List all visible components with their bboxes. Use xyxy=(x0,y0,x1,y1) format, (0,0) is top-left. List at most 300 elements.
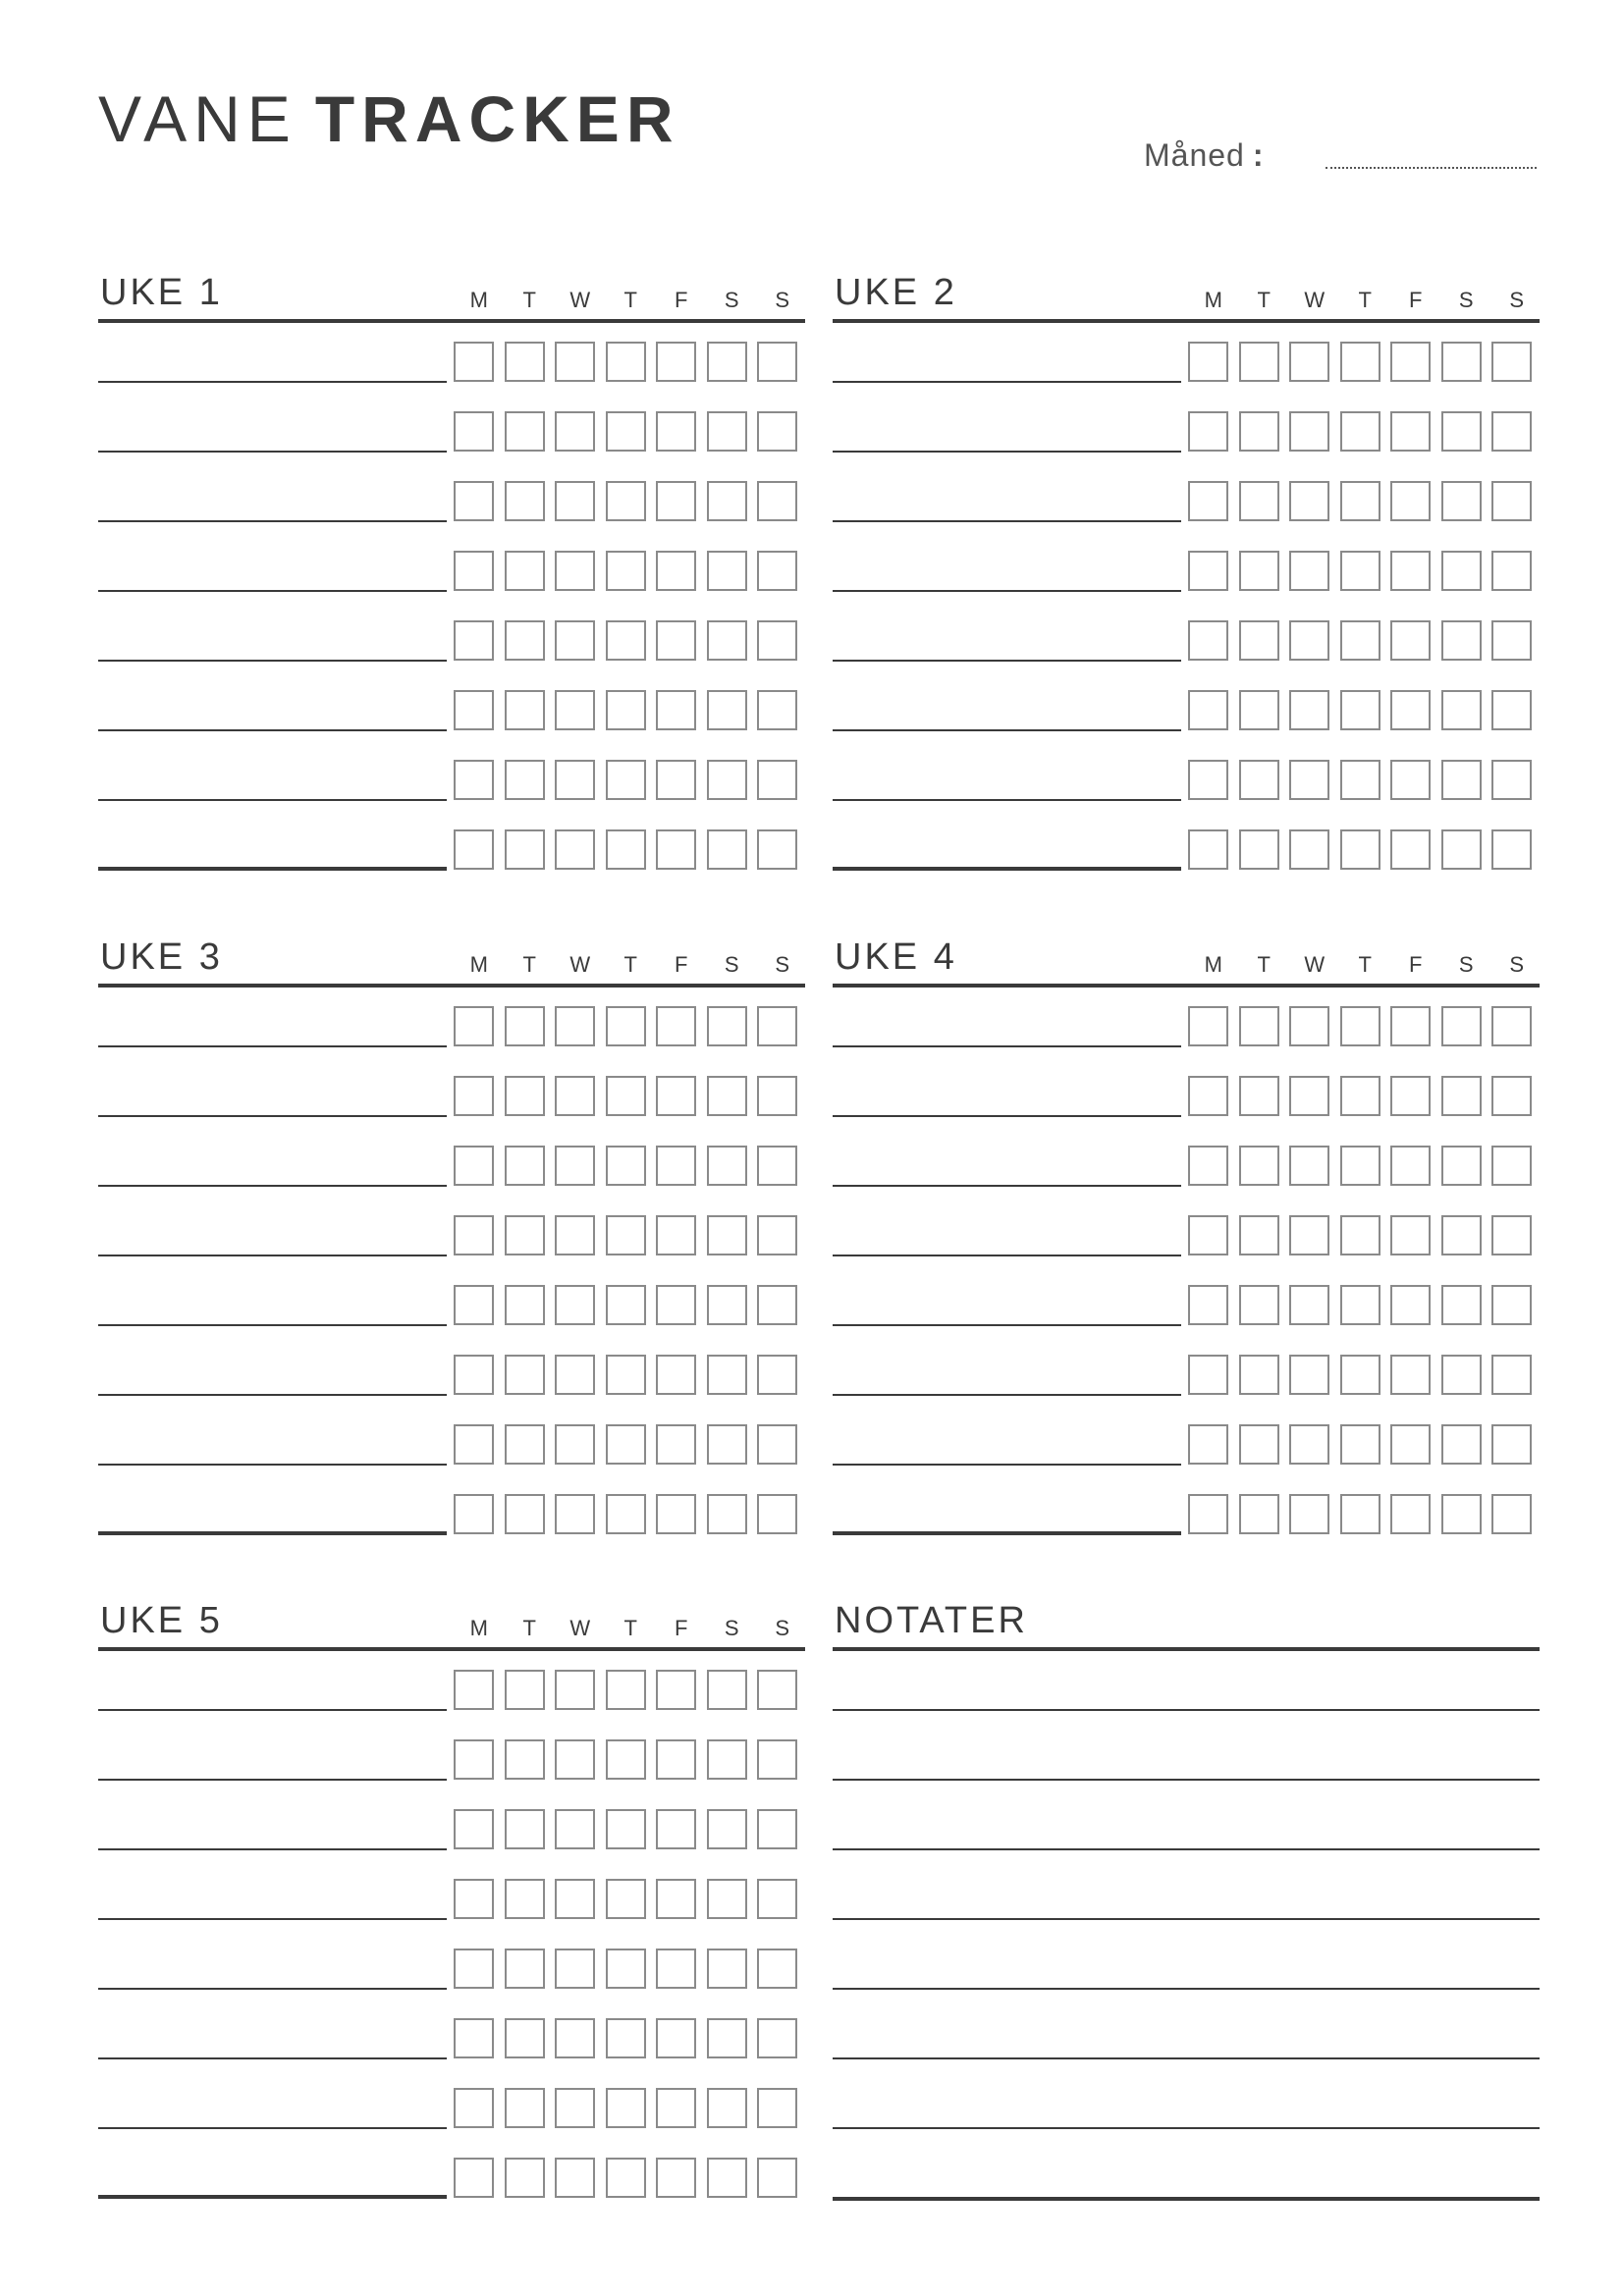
day-checkbox[interactable] xyxy=(555,620,595,661)
day-checkbox[interactable] xyxy=(656,481,696,521)
day-checkbox[interactable] xyxy=(454,1494,494,1534)
day-checkbox[interactable] xyxy=(707,760,747,800)
day-checkbox[interactable] xyxy=(656,551,696,591)
day-checkbox[interactable] xyxy=(757,2088,797,2128)
day-checkbox[interactable] xyxy=(1441,1494,1482,1534)
habit-name-line[interactable] xyxy=(98,1531,447,1535)
day-checkbox[interactable] xyxy=(757,1285,797,1325)
day-checkbox[interactable] xyxy=(1188,1424,1228,1465)
day-checkbox[interactable] xyxy=(656,1670,696,1710)
day-checkbox[interactable] xyxy=(606,620,646,661)
habit-name-line[interactable] xyxy=(833,660,1181,662)
day-checkbox[interactable] xyxy=(1441,481,1482,521)
day-checkbox[interactable] xyxy=(1441,1355,1482,1395)
day-checkbox[interactable] xyxy=(707,1424,747,1465)
day-checkbox[interactable] xyxy=(505,2158,545,2198)
day-checkbox[interactable] xyxy=(1239,551,1279,591)
day-checkbox[interactable] xyxy=(1390,1146,1431,1186)
day-checkbox[interactable] xyxy=(606,1949,646,1989)
day-checkbox[interactable] xyxy=(505,829,545,870)
day-checkbox[interactable] xyxy=(1491,481,1532,521)
day-checkbox[interactable] xyxy=(1239,411,1279,452)
habit-name-line[interactable] xyxy=(833,1464,1181,1466)
day-checkbox[interactable] xyxy=(1390,1355,1431,1395)
day-checkbox[interactable] xyxy=(1239,690,1279,730)
day-checkbox[interactable] xyxy=(1390,342,1431,382)
day-checkbox[interactable] xyxy=(656,342,696,382)
day-checkbox[interactable] xyxy=(656,690,696,730)
day-checkbox[interactable] xyxy=(454,1424,494,1465)
day-checkbox[interactable] xyxy=(454,481,494,521)
day-checkbox[interactable] xyxy=(1289,1424,1329,1465)
day-checkbox[interactable] xyxy=(606,1215,646,1255)
day-checkbox[interactable] xyxy=(1289,1285,1329,1325)
day-checkbox[interactable] xyxy=(454,829,494,870)
day-checkbox[interactable] xyxy=(555,481,595,521)
day-checkbox[interactable] xyxy=(757,1494,797,1534)
day-checkbox[interactable] xyxy=(505,1146,545,1186)
habit-name-line[interactable] xyxy=(98,381,447,383)
day-checkbox[interactable] xyxy=(757,1879,797,1919)
day-checkbox[interactable] xyxy=(707,1949,747,1989)
day-checkbox[interactable] xyxy=(555,1006,595,1046)
day-checkbox[interactable] xyxy=(606,829,646,870)
day-checkbox[interactable] xyxy=(757,551,797,591)
day-checkbox[interactable] xyxy=(1340,760,1380,800)
day-checkbox[interactable] xyxy=(707,1494,747,1534)
day-checkbox[interactable] xyxy=(505,342,545,382)
note-line[interactable] xyxy=(833,1779,1540,1781)
day-checkbox[interactable] xyxy=(656,1879,696,1919)
day-checkbox[interactable] xyxy=(1289,342,1329,382)
day-checkbox[interactable] xyxy=(505,1355,545,1395)
day-checkbox[interactable] xyxy=(1491,1424,1532,1465)
day-checkbox[interactable] xyxy=(1390,1006,1431,1046)
day-checkbox[interactable] xyxy=(555,690,595,730)
day-checkbox[interactable] xyxy=(1239,1355,1279,1395)
day-checkbox[interactable] xyxy=(1441,342,1482,382)
day-checkbox[interactable] xyxy=(606,690,646,730)
day-checkbox[interactable] xyxy=(1188,411,1228,452)
day-checkbox[interactable] xyxy=(454,1355,494,1395)
day-checkbox[interactable] xyxy=(1289,1006,1329,1046)
day-checkbox[interactable] xyxy=(757,1146,797,1186)
note-line[interactable] xyxy=(833,1918,1540,1920)
day-checkbox[interactable] xyxy=(1491,551,1532,591)
day-checkbox[interactable] xyxy=(454,2158,494,2198)
day-checkbox[interactable] xyxy=(1239,1494,1279,1534)
day-checkbox[interactable] xyxy=(1340,342,1380,382)
day-checkbox[interactable] xyxy=(656,829,696,870)
day-checkbox[interactable] xyxy=(606,551,646,591)
day-checkbox[interactable] xyxy=(454,342,494,382)
day-checkbox[interactable] xyxy=(454,1076,494,1116)
day-checkbox[interactable] xyxy=(1441,1285,1482,1325)
note-line[interactable] xyxy=(833,2127,1540,2129)
day-checkbox[interactable] xyxy=(555,551,595,591)
day-checkbox[interactable] xyxy=(707,829,747,870)
day-checkbox[interactable] xyxy=(707,1215,747,1255)
day-checkbox[interactable] xyxy=(757,690,797,730)
day-checkbox[interactable] xyxy=(1441,829,1482,870)
day-checkbox[interactable] xyxy=(606,1146,646,1186)
day-checkbox[interactable] xyxy=(1390,1424,1431,1465)
day-checkbox[interactable] xyxy=(606,1670,646,1710)
day-checkbox[interactable] xyxy=(757,620,797,661)
day-checkbox[interactable] xyxy=(555,829,595,870)
day-checkbox[interactable] xyxy=(606,2088,646,2128)
day-checkbox[interactable] xyxy=(656,2088,696,2128)
day-checkbox[interactable] xyxy=(707,1146,747,1186)
day-checkbox[interactable] xyxy=(1289,760,1329,800)
day-checkbox[interactable] xyxy=(454,2088,494,2128)
day-checkbox[interactable] xyxy=(1340,1424,1380,1465)
day-checkbox[interactable] xyxy=(1289,620,1329,661)
day-checkbox[interactable] xyxy=(707,1355,747,1395)
day-checkbox[interactable] xyxy=(1289,551,1329,591)
day-checkbox[interactable] xyxy=(454,2018,494,2058)
day-checkbox[interactable] xyxy=(1188,1215,1228,1255)
day-checkbox[interactable] xyxy=(555,1146,595,1186)
day-checkbox[interactable] xyxy=(555,1355,595,1395)
day-checkbox[interactable] xyxy=(707,1739,747,1780)
day-checkbox[interactable] xyxy=(1188,760,1228,800)
day-checkbox[interactable] xyxy=(656,1424,696,1465)
day-checkbox[interactable] xyxy=(656,1494,696,1534)
day-checkbox[interactable] xyxy=(656,1006,696,1046)
habit-name-line[interactable] xyxy=(833,729,1181,731)
day-checkbox[interactable] xyxy=(1390,1076,1431,1116)
day-checkbox[interactable] xyxy=(1340,1076,1380,1116)
habit-name-line[interactable] xyxy=(833,451,1181,453)
day-checkbox[interactable] xyxy=(1239,1215,1279,1255)
day-checkbox[interactable] xyxy=(555,1285,595,1325)
day-checkbox[interactable] xyxy=(757,2158,797,2198)
day-checkbox[interactable] xyxy=(555,2018,595,2058)
habit-name-line[interactable] xyxy=(98,1918,447,1920)
day-checkbox[interactable] xyxy=(555,1809,595,1849)
day-checkbox[interactable] xyxy=(656,2018,696,2058)
habit-name-line[interactable] xyxy=(98,2127,447,2129)
day-checkbox[interactable] xyxy=(1491,690,1532,730)
day-checkbox[interactable] xyxy=(1441,690,1482,730)
day-checkbox[interactable] xyxy=(707,2018,747,2058)
day-checkbox[interactable] xyxy=(707,342,747,382)
day-checkbox[interactable] xyxy=(505,1949,545,1989)
day-checkbox[interactable] xyxy=(656,1809,696,1849)
day-checkbox[interactable] xyxy=(505,1879,545,1919)
day-checkbox[interactable] xyxy=(757,1670,797,1710)
day-checkbox[interactable] xyxy=(606,1879,646,1919)
day-checkbox[interactable] xyxy=(555,411,595,452)
habit-name-line[interactable] xyxy=(833,1531,1181,1535)
habit-name-line[interactable] xyxy=(98,660,447,662)
day-checkbox[interactable] xyxy=(1491,342,1532,382)
day-checkbox[interactable] xyxy=(757,411,797,452)
day-checkbox[interactable] xyxy=(1491,1006,1532,1046)
day-checkbox[interactable] xyxy=(757,481,797,521)
day-checkbox[interactable] xyxy=(505,411,545,452)
day-checkbox[interactable] xyxy=(1239,620,1279,661)
habit-name-line[interactable] xyxy=(98,799,447,801)
habit-name-line[interactable] xyxy=(833,799,1181,801)
month-input-line[interactable] xyxy=(1326,167,1537,169)
habit-name-line[interactable] xyxy=(98,1115,447,1117)
day-checkbox[interactable] xyxy=(505,2088,545,2128)
day-checkbox[interactable] xyxy=(454,1949,494,1989)
day-checkbox[interactable] xyxy=(1390,551,1431,591)
habit-name-line[interactable] xyxy=(98,1709,447,1711)
habit-name-line[interactable] xyxy=(833,520,1181,522)
day-checkbox[interactable] xyxy=(757,1739,797,1780)
day-checkbox[interactable] xyxy=(757,1949,797,1989)
day-checkbox[interactable] xyxy=(1390,829,1431,870)
day-checkbox[interactable] xyxy=(707,1809,747,1849)
habit-name-line[interactable] xyxy=(833,381,1181,383)
day-checkbox[interactable] xyxy=(1188,342,1228,382)
habit-name-line[interactable] xyxy=(98,2195,447,2199)
day-checkbox[interactable] xyxy=(757,2018,797,2058)
day-checkbox[interactable] xyxy=(757,1215,797,1255)
day-checkbox[interactable] xyxy=(1188,1146,1228,1186)
habit-name-line[interactable] xyxy=(98,1324,447,1326)
day-checkbox[interactable] xyxy=(1491,760,1532,800)
day-checkbox[interactable] xyxy=(555,1739,595,1780)
day-checkbox[interactable] xyxy=(1239,1006,1279,1046)
day-checkbox[interactable] xyxy=(505,2018,545,2058)
day-checkbox[interactable] xyxy=(1340,1146,1380,1186)
day-checkbox[interactable] xyxy=(606,2158,646,2198)
day-checkbox[interactable] xyxy=(606,760,646,800)
day-checkbox[interactable] xyxy=(707,411,747,452)
day-checkbox[interactable] xyxy=(505,551,545,591)
day-checkbox[interactable] xyxy=(1441,1146,1482,1186)
day-checkbox[interactable] xyxy=(1340,1355,1380,1395)
day-checkbox[interactable] xyxy=(1340,1006,1380,1046)
day-checkbox[interactable] xyxy=(606,1285,646,1325)
day-checkbox[interactable] xyxy=(1491,1146,1532,1186)
habit-name-line[interactable] xyxy=(833,1394,1181,1396)
habit-name-line[interactable] xyxy=(833,1185,1181,1187)
day-checkbox[interactable] xyxy=(505,481,545,521)
day-checkbox[interactable] xyxy=(707,1076,747,1116)
habit-name-line[interactable] xyxy=(98,1848,447,1850)
day-checkbox[interactable] xyxy=(505,690,545,730)
day-checkbox[interactable] xyxy=(454,690,494,730)
day-checkbox[interactable] xyxy=(505,1215,545,1255)
day-checkbox[interactable] xyxy=(1491,1355,1532,1395)
day-checkbox[interactable] xyxy=(707,1006,747,1046)
day-checkbox[interactable] xyxy=(757,829,797,870)
day-checkbox[interactable] xyxy=(505,760,545,800)
day-checkbox[interactable] xyxy=(1390,411,1431,452)
day-checkbox[interactable] xyxy=(656,1285,696,1325)
day-checkbox[interactable] xyxy=(707,1670,747,1710)
habit-name-line[interactable] xyxy=(98,451,447,453)
day-checkbox[interactable] xyxy=(555,1494,595,1534)
day-checkbox[interactable] xyxy=(1340,1494,1380,1534)
day-checkbox[interactable] xyxy=(1340,1215,1380,1255)
day-checkbox[interactable] xyxy=(505,1076,545,1116)
day-checkbox[interactable] xyxy=(1188,620,1228,661)
day-checkbox[interactable] xyxy=(1340,620,1380,661)
day-checkbox[interactable] xyxy=(1340,829,1380,870)
note-line[interactable] xyxy=(833,1848,1540,1850)
habit-name-line[interactable] xyxy=(833,867,1181,871)
day-checkbox[interactable] xyxy=(707,690,747,730)
day-checkbox[interactable] xyxy=(1390,690,1431,730)
day-checkbox[interactable] xyxy=(1340,551,1380,591)
day-checkbox[interactable] xyxy=(1340,481,1380,521)
day-checkbox[interactable] xyxy=(555,2158,595,2198)
day-checkbox[interactable] xyxy=(656,411,696,452)
day-checkbox[interactable] xyxy=(1441,551,1482,591)
day-checkbox[interactable] xyxy=(656,620,696,661)
habit-name-line[interactable] xyxy=(98,729,447,731)
day-checkbox[interactable] xyxy=(606,411,646,452)
day-checkbox[interactable] xyxy=(555,1670,595,1710)
day-checkbox[interactable] xyxy=(757,1355,797,1395)
day-checkbox[interactable] xyxy=(1340,690,1380,730)
day-checkbox[interactable] xyxy=(1289,481,1329,521)
habit-name-line[interactable] xyxy=(98,590,447,592)
day-checkbox[interactable] xyxy=(707,620,747,661)
habit-name-line[interactable] xyxy=(833,1255,1181,1256)
day-checkbox[interactable] xyxy=(454,760,494,800)
day-checkbox[interactable] xyxy=(656,1949,696,1989)
day-checkbox[interactable] xyxy=(454,620,494,661)
day-checkbox[interactable] xyxy=(505,1739,545,1780)
habit-name-line[interactable] xyxy=(833,1045,1181,1047)
day-checkbox[interactable] xyxy=(555,1879,595,1919)
day-checkbox[interactable] xyxy=(1491,829,1532,870)
day-checkbox[interactable] xyxy=(1491,1076,1532,1116)
note-line[interactable] xyxy=(833,1709,1540,1711)
habit-name-line[interactable] xyxy=(98,1255,447,1256)
day-checkbox[interactable] xyxy=(656,1215,696,1255)
day-checkbox[interactable] xyxy=(505,1670,545,1710)
day-checkbox[interactable] xyxy=(1188,1285,1228,1325)
day-checkbox[interactable] xyxy=(1491,411,1532,452)
day-checkbox[interactable] xyxy=(1239,1424,1279,1465)
day-checkbox[interactable] xyxy=(1188,481,1228,521)
day-checkbox[interactable] xyxy=(454,1285,494,1325)
day-checkbox[interactable] xyxy=(454,1809,494,1849)
day-checkbox[interactable] xyxy=(757,760,797,800)
day-checkbox[interactable] xyxy=(454,1215,494,1255)
day-checkbox[interactable] xyxy=(1289,829,1329,870)
day-checkbox[interactable] xyxy=(1289,1494,1329,1534)
day-checkbox[interactable] xyxy=(1390,1285,1431,1325)
day-checkbox[interactable] xyxy=(1239,481,1279,521)
day-checkbox[interactable] xyxy=(505,1285,545,1325)
habit-name-line[interactable] xyxy=(98,520,447,522)
day-checkbox[interactable] xyxy=(1491,620,1532,661)
day-checkbox[interactable] xyxy=(707,1879,747,1919)
day-checkbox[interactable] xyxy=(1188,1494,1228,1534)
day-checkbox[interactable] xyxy=(606,481,646,521)
day-checkbox[interactable] xyxy=(606,1424,646,1465)
day-checkbox[interactable] xyxy=(555,1076,595,1116)
day-checkbox[interactable] xyxy=(555,2088,595,2128)
day-checkbox[interactable] xyxy=(454,1006,494,1046)
day-checkbox[interactable] xyxy=(1289,1146,1329,1186)
day-checkbox[interactable] xyxy=(1441,1424,1482,1465)
day-checkbox[interactable] xyxy=(606,1809,646,1849)
day-checkbox[interactable] xyxy=(707,2158,747,2198)
day-checkbox[interactable] xyxy=(454,1879,494,1919)
day-checkbox[interactable] xyxy=(757,1424,797,1465)
day-checkbox[interactable] xyxy=(1390,1215,1431,1255)
day-checkbox[interactable] xyxy=(1239,1076,1279,1116)
day-checkbox[interactable] xyxy=(555,1215,595,1255)
day-checkbox[interactable] xyxy=(656,1739,696,1780)
day-checkbox[interactable] xyxy=(1188,1006,1228,1046)
day-checkbox[interactable] xyxy=(1340,411,1380,452)
note-line[interactable] xyxy=(833,1988,1540,1990)
day-checkbox[interactable] xyxy=(1441,620,1482,661)
day-checkbox[interactable] xyxy=(606,1739,646,1780)
day-checkbox[interactable] xyxy=(757,1809,797,1849)
day-checkbox[interactable] xyxy=(1188,1076,1228,1116)
day-checkbox[interactable] xyxy=(555,1949,595,1989)
habit-name-line[interactable] xyxy=(98,1779,447,1781)
day-checkbox[interactable] xyxy=(1239,829,1279,870)
habit-name-line[interactable] xyxy=(98,1185,447,1187)
day-checkbox[interactable] xyxy=(555,760,595,800)
day-checkbox[interactable] xyxy=(1340,1285,1380,1325)
day-checkbox[interactable] xyxy=(505,620,545,661)
day-checkbox[interactable] xyxy=(707,481,747,521)
day-checkbox[interactable] xyxy=(454,1670,494,1710)
day-checkbox[interactable] xyxy=(454,551,494,591)
day-checkbox[interactable] xyxy=(707,2088,747,2128)
day-checkbox[interactable] xyxy=(1239,760,1279,800)
day-checkbox[interactable] xyxy=(1491,1215,1532,1255)
day-checkbox[interactable] xyxy=(606,2018,646,2058)
day-checkbox[interactable] xyxy=(454,411,494,452)
day-checkbox[interactable] xyxy=(555,1424,595,1465)
day-checkbox[interactable] xyxy=(1289,690,1329,730)
day-checkbox[interactable] xyxy=(454,1146,494,1186)
habit-name-line[interactable] xyxy=(833,590,1181,592)
day-checkbox[interactable] xyxy=(707,1285,747,1325)
day-checkbox[interactable] xyxy=(505,1006,545,1046)
habit-name-line[interactable] xyxy=(98,1988,447,1990)
day-checkbox[interactable] xyxy=(1289,1076,1329,1116)
habit-name-line[interactable] xyxy=(833,1324,1181,1326)
habit-name-line[interactable] xyxy=(98,1394,447,1396)
day-checkbox[interactable] xyxy=(1390,760,1431,800)
day-checkbox[interactable] xyxy=(1491,1285,1532,1325)
day-checkbox[interactable] xyxy=(505,1494,545,1534)
habit-name-line[interactable] xyxy=(98,2057,447,2059)
day-checkbox[interactable] xyxy=(707,551,747,591)
day-checkbox[interactable] xyxy=(1188,1355,1228,1395)
habit-name-line[interactable] xyxy=(98,867,447,871)
day-checkbox[interactable] xyxy=(757,342,797,382)
day-checkbox[interactable] xyxy=(656,1355,696,1395)
day-checkbox[interactable] xyxy=(1390,620,1431,661)
day-checkbox[interactable] xyxy=(606,342,646,382)
day-checkbox[interactable] xyxy=(1289,411,1329,452)
day-checkbox[interactable] xyxy=(1289,1355,1329,1395)
day-checkbox[interactable] xyxy=(1239,1146,1279,1186)
day-checkbox[interactable] xyxy=(1239,1285,1279,1325)
day-checkbox[interactable] xyxy=(555,342,595,382)
day-checkbox[interactable] xyxy=(1239,342,1279,382)
habit-name-line[interactable] xyxy=(833,1115,1181,1117)
